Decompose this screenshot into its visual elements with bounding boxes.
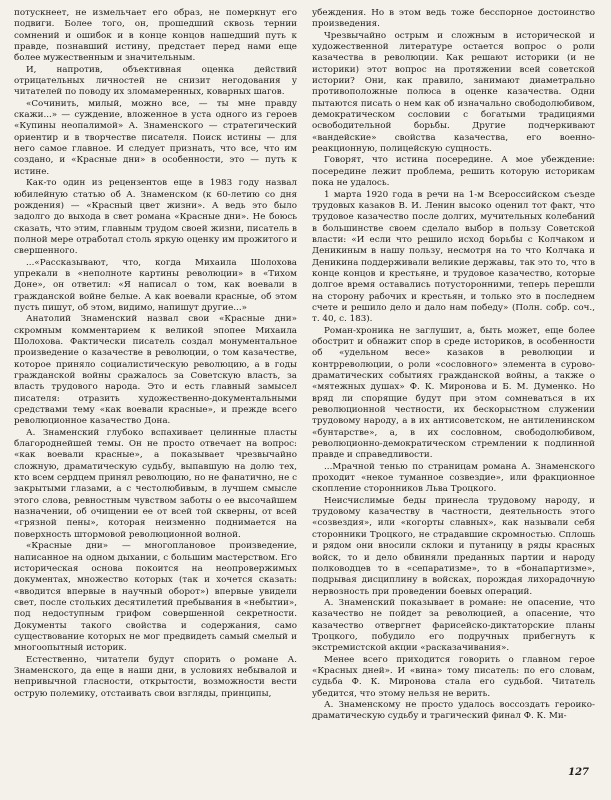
paragraph: Анатолий Знаменский назвал свои «Красные дни» скромным комментарием к великой эпопее Михаила Шолохова. Фактически писатель создал монументальное произведение о казачестве в революции, о том казачестве, которое приняло социалистическую революцию, а в годы гражданской войны сражалось за Советскую власть, за власть трудового народа. Это и есть главный замысел писателя: отразить художественно-документальными средствами тему «как воевали красные», и прежде всего революционное казачество Дона. bbox=[14, 314, 297, 427]
paragraph: Чрезвычайно острым и сложным в исторической и художественной литературе остается вопрос о роли казачества в революции. Как решают историки (и не историки) этот вопрос на протяжении всей советской истории? Они, как правило, занимают диаметрально противоположные полюса в оценке казачества. Одни пытаются писать о нем как об изначально свободолюбивом, демократическом сословии с богатыми традициями освободительной борьбы. Другие подчеркивают «вандейские» свойства казачества, его военно-реакционную, полицейскую сущность. bbox=[312, 30, 595, 155]
paragraph: 1 марта 1920 года в речи на 1-м Всероссийском съезде трудовых казаков В. И. Ленин высоко оценил тот факт, что трудовое казачество после долгих, мучительных колебаний в большинстве своем сделало выбор в пользу Советской власти: «И если что решило исход борьбы с Колчаком и Деникиным в нашу пользу, несмотря на то что Колчака и Деникина поддерживали великие державы, так это то, что в конце концов и крестьяне, и трудовое казачество, которые долгое время оставались потусторонними, теперь перешли на сторону рабочих и крестьян, и только это в последнем счете и решило дело и дало нам победу» (Полн. собр. соч., т. 40, с. 183). bbox=[312, 189, 595, 325]
paragraph: Естественно, читатели будут спорить о романе А. Знаменского, да еще в наши дни, в условиях небывалой и непривычной гласности, открытости, возможности вести острую полемику, отстаивать свои взгляды, принципы, bbox=[14, 654, 297, 699]
paragraph: Говорят, что истина посередине. А мое убеждение: посередине лежит проблема, решить которую историкам пока не удалось. bbox=[312, 155, 595, 189]
paragraph: А. Знаменский глубоко вспахивает целинные пласты благороднейшей темы. Он не просто отвечает на вопрос: «как воевали красные», а показывает чрезвычайно сложную, драматическую судьбу, выпавшую на долю тех, кто всем сердцем принял революцию, но не фанатично, не с закрытыми глазами, а с честолюбивым, в лучшем смысле этого слова, ревностным чувством заботы о ее высочайшем назначении, об очищении ее от всей той скверны, от всей «грязной пены», которая неизменно поднимается на поверхность штормовой революционной волной. bbox=[14, 427, 297, 540]
paragraph: И, напротив, объективная оценка действий отрицательных личностей не снизит негодования у читателей по поводу их зломамеренных, коварных шагов. bbox=[14, 64, 297, 98]
page-number: 127 bbox=[568, 767, 589, 778]
paragraph: ...Мрачной тенью по страницам романа А. Знаменского проходит «некое туманное созвездие», или фракционное скопление сторонников Льва Троцкого. bbox=[312, 461, 595, 495]
paragraph: Роман-хроника не заглушит, а, быть может, еще более обострит и обнажит спор в среде историков, в особенности об «удельном весе» казаков в революции и контрреволюции, о роли «сословного» элемента в сурово-драматических событиях гражданской войны, а также о «мятежных душах» Ф. К. Миронова и Б. М. Думенко. Но вряд ли спорящие будут при этом сомневаться в их революционной честности, их бескорыстном служении трудовому народу, а в их антисоветском, не антиленинском «бунтарстве», а, в их сословном, свободолюбивом, революционно-демократическом стремлении к подлинной правде и справедливости. bbox=[312, 325, 595, 461]
paragraph: Как-то один из рецензентов еще в 1983 году назвал юбилейную статью об А. Знаменском (к 60-летию со дня рождения) — «Красный цвет жизни». А ведь это было задолго до выхода в свет романа «Красные дни». Не боюсь сказать, что этим, главным трудом своей жизни, писатель в полной мере отработал столь яркую оценку им прожитого и свершенного. bbox=[14, 178, 297, 257]
paragraph: Менее всего приходится говорить о главном герое «Красных дней». И «вина» тому писатель: по его словам, судьба Ф. К. Миронова стала его судьбой. Читатель убедится, что этому нельзя не верить. bbox=[312, 654, 595, 699]
paragraph: потускнеет, не измельчает его образ, не померкнут его подвиги. Более того, он, прошедший сквозь тернии сомнений и ошибок и в конце концов нашедший путь к правде, познавший истину, предстает перед нами еще более мужественным и значительным. bbox=[14, 8, 297, 64]
paragraph: ...«Рассказывают, что, когда Михаила Шолохова упрекали в «неполноте картины революции» в «Тихом Доне», он ответил: «Я написал о том, как воевали в гражданской войне белые. А как воевали красные, об этом пусть пишут, об этом, видимо, напишут другие...» bbox=[14, 257, 297, 313]
left-column bbox=[14, 8, 297, 700]
paragraph: Неисчислимые беды принесла трудовому народу, и трудовому казачеству в частности, деятельность этого «созвездия», или «когорты славных», как называли себя сторонники Троцкого, не страдавшие скромностью. Сплошь и рядом они вносили склоки и путаницу в ряды красных войск, то и дело обвиняли преданных партии и народу полководцев то в «сепаратизме», то в «бонапартизме», подрывая дисциплину в войсках, порождая лихорадочную нервозность при проведении боевых операций. bbox=[312, 495, 595, 597]
paragraph: «Красные дни» — многоплановое произведение, написанное на одном дыхании, с большим мастерством. Его историческая основа покоится на неопровержимых документах, множество которых (так и хочется сказать: «вводится впервые в научный оборот») впервые увидели свет, после стольких десятилетий пребывания в «небытии», под недоступным грифом совершенной секретности. Документы такого свойства и содержания, само существование которых не мог предвидеть самый смелый и многоопытный историк. bbox=[14, 541, 297, 654]
right-column bbox=[312, 8, 595, 723]
paragraph: А. Знаменскому не просто удалось воссоздать героико-драматическую судьбу и трагический финал Ф. К. Ми- bbox=[312, 699, 595, 722]
paragraph: «Сочинить, милый, можно все, — ты мне правду скажи...» — суждение, вложенное в уста одного из героев «Купины неопалимой» А. Знаменского — стратегический ориентир и в творчестве писателя. Поиск истины — для него самое главное. И следует признать, что все, что им создано, и «Красные дни» в особенности, это — путь к истине. bbox=[14, 98, 297, 177]
paragraph: убеждения. Но в этом ведь тоже бесспорное достоинство произведения. bbox=[312, 8, 595, 30]
paragraph: А. Знаменский показывает в романе: не опасение, что казачество не пойдет за революцией, а опасение, что казачество отвергнет фарисейско-диктаторские планы Троцкого, побудило его подручных прибегнуть к экстремистской акции «расказачивания». bbox=[312, 597, 595, 654]
